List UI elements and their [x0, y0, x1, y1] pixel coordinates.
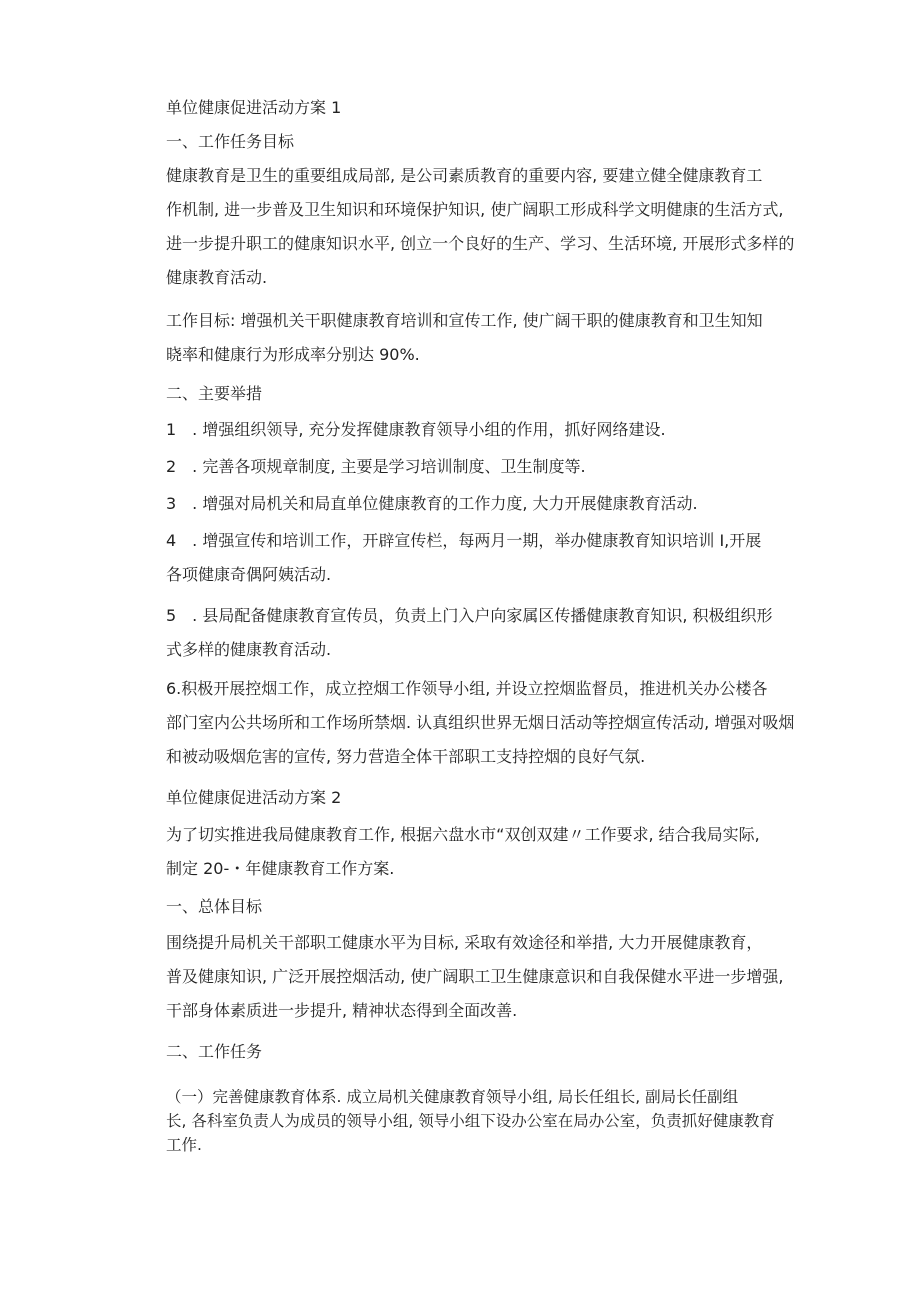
paragraph-task-1: [166, 1085, 806, 1157]
text-line: 4 . 增强宣传和培训工作，开辟宣传栏，每两月一期，举办健康教育知识培训 I,开展: [166, 531, 762, 550]
text-line: 工作目标: 增强机关干职健康教育培训和宣传工作, 使广阔干职的健康教育和卫生知知: [166, 311, 763, 330]
text-line: 各项健康奇偶阿姨活动.: [166, 565, 332, 584]
text-line: 一、工作任务目标: [166, 132, 295, 151]
text-line: 1 . 增强组织领导, 充分发挥健康教育领导小组的作用，抓好网络建设.: [166, 420, 666, 439]
text-line: 普及健康知识, 广泛开展控烟活动, 使广阔职工卫生健康意识和自我保健水平进一步增强,: [166, 967, 784, 986]
doc-heading-plan-2: [166, 781, 806, 815]
text-line: 二、工作任务: [166, 1042, 263, 1061]
section-heading-overall-goal: [166, 890, 806, 924]
text-line: 2 . 完善各项规章制度, 主要是学习培训制度、卫生制度等.: [166, 457, 586, 476]
text-line: 单位健康促进活动方案 1: [166, 98, 342, 117]
text-line: 单位健康促进活动方案 2: [166, 788, 342, 807]
text-line: 工作.: [166, 1136, 202, 1154]
text-line: 健康教育是卫生的重要组成局部, 是公司素质教育的重要内容, 要建立健全健康教育工: [166, 166, 763, 185]
text-line: 为了切实推进我局健康教育工作, 根据六盘水市“双创双建〃工作要求, 结合我局实际,: [166, 825, 760, 844]
list-item-3: [166, 487, 806, 521]
doc-heading-plan-1: [166, 91, 806, 125]
text-line: 制定 20-・年健康教育工作方案.: [166, 859, 395, 878]
section-heading-work-tasks: [166, 1035, 806, 1069]
list-item-1: [166, 413, 806, 447]
section-heading-task-goals: [166, 125, 806, 159]
text-line: 6.积极开展控烟工作，成立控烟工作领导小组, 并设立控烟监督员，推进机关办公楼各: [166, 679, 768, 698]
text-line: 5 . 县局配备健康教育宣传员，负责上门入户向家属区传播健康教育知识, 积极组织形: [166, 606, 773, 625]
text-line: 二、主要举措: [166, 384, 263, 403]
paragraph-overall-goal: [166, 926, 806, 1028]
text-line: 作机制, 进一步普及卫生知识和环境保护知识, 使广阔职工形成科学文明健康的生活方式,: [166, 200, 784, 219]
text-line: 一、总体目标: [166, 897, 263, 916]
list-item-2: [166, 450, 806, 484]
text-line: 进一步提升职工的健康知识水平, 创立一个良好的生产、学习、生活环境, 开展形式多样的: [166, 234, 795, 253]
list-item-4: [166, 524, 806, 592]
list-item-6: [166, 672, 806, 774]
text-line: 3 . 增强对局机关和局直单位健康教育的工作力度, 大力开展健康教育活动.: [166, 494, 698, 513]
paragraph-work-goals: [166, 304, 806, 372]
paragraph-intro-plan-2: [166, 818, 806, 886]
text-line: 式多样的健康教育活动.: [166, 640, 332, 659]
paragraph-health-education: [166, 159, 806, 295]
text-line: 围绕提升局机关干部职工健康水平为目标, 采取有效途径和举措, 大力开展健康教育，: [166, 933, 763, 952]
text-line: 长, 各科室负责人为成员的领导小组, 领导小组下设办公室在局办公室，负责抓好健康教育: [166, 1112, 775, 1130]
text-line: 干部身体素质进一步提升, 精神状态得到全面改善.: [166, 1001, 518, 1020]
text-line: 健康教育活动.: [166, 268, 268, 287]
section-heading-main-measures: [166, 377, 806, 411]
text-line: （一）完善健康教育体系. 成立局机关健康教育领导小组, 局长任组长, 副局长任副组: [166, 1088, 739, 1106]
text-line: 晓率和健康行为形成率分别达 90%.: [166, 345, 420, 364]
text-line: 和被动吸烟危害的宣传, 努力营造全体干部职工支持控烟的良好气氛.: [166, 747, 646, 766]
text-line: 部门室内公共场所和工作场所禁烟. 认真组织世界无烟日活动等控烟宣传活动, 增强对吸烟: [166, 713, 795, 732]
list-item-5: [166, 599, 806, 667]
